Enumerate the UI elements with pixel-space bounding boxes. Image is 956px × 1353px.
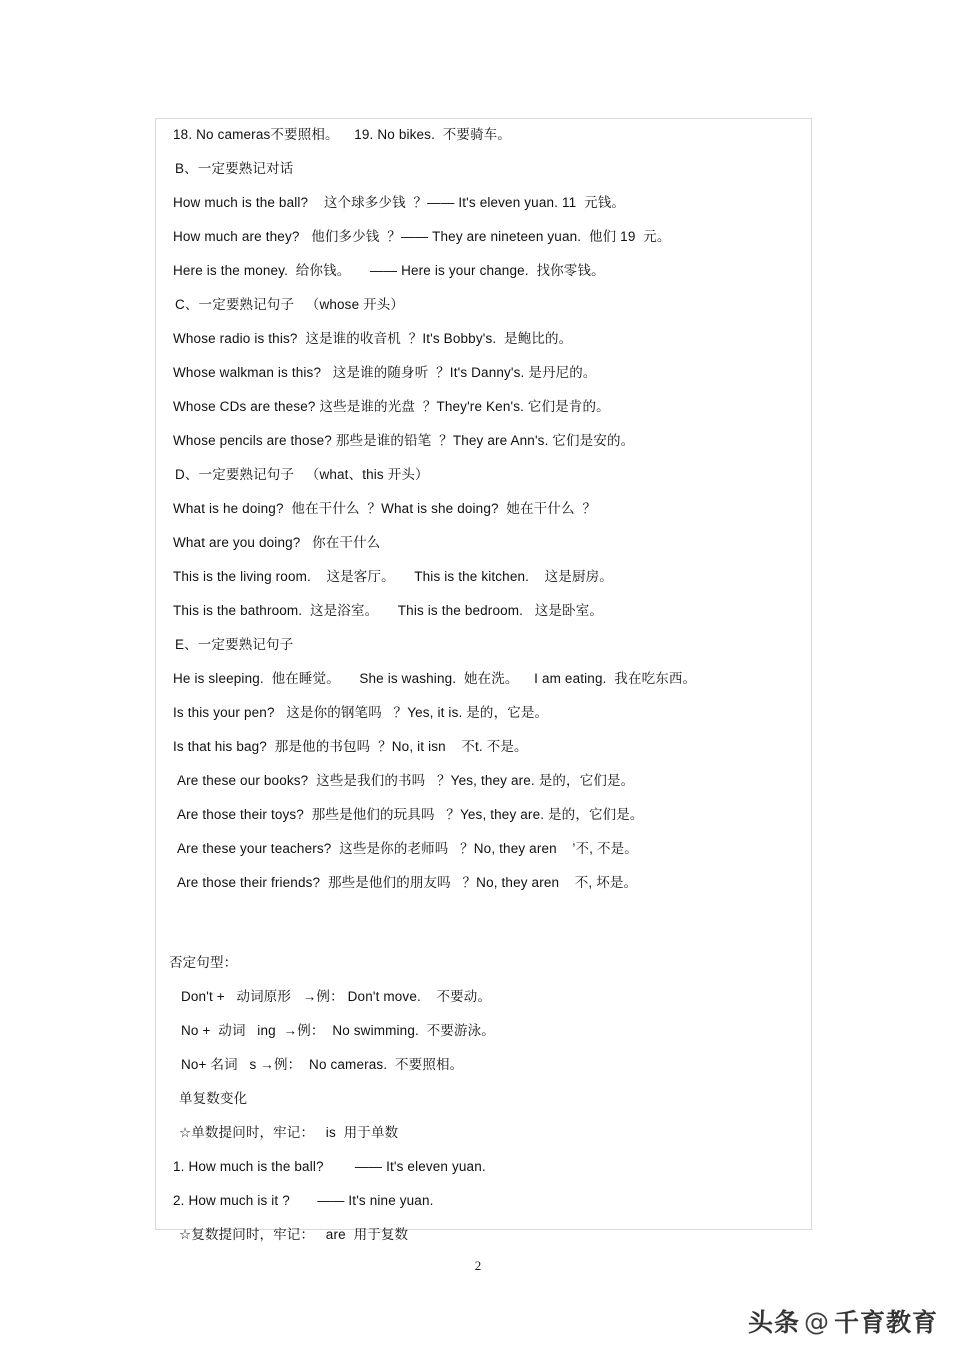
text-line: Whose pencils are those? 那些是谁的铅笔 ？They are Ann's. 它们是安的。 <box>173 433 635 448</box>
text-line: What is he doing? 他在干什么 ？What is she doing? 她在干什么 ？ <box>173 501 597 516</box>
text-line: Whose walkman is this? 这是谁的随身听 ？It's Danny's. 是丹尼的。 <box>173 365 597 380</box>
text-line: 18. No cameras不要照相。 19. No bikes. 不要骑车。 <box>173 127 512 142</box>
text-line: Are these your teachers? 这些是你的老师吗 ？No, they aren ’不, 不是。 <box>177 841 638 856</box>
text-line: How much is the ball? 这个球多少钱 ？—— It's eleven yuan. 11 元钱。 <box>173 195 626 210</box>
text-line: 1. How much is the ball? —— It's eleven yuan. <box>173 1159 486 1174</box>
page-number: 2 <box>474 1258 482 1273</box>
text-line: No + 动词 ing →例： No swimming. 不要游泳。 <box>181 1023 495 1038</box>
text-line: Here is the money. 给你钱。 —— Here is your change. 找你零钱。 <box>173 263 605 278</box>
text-line: 2. How much is it ? —— It's nine yuan. <box>173 1193 434 1208</box>
text-line: He is sleeping. 他在睡觉。 She is washing. 她在洗。 I am eating. 我在吃东西。 <box>173 671 697 686</box>
text-line: ☆复数提问时，牢记： are 用于复数 <box>179 1227 409 1242</box>
text-line: C、一定要熟记句子 （whose 开头） <box>175 297 405 312</box>
text-line: B、一定要熟记对话 <box>175 161 294 176</box>
text-line: This is the living room. 这是客厅。 This is the kitchen. 这是厨房。 <box>173 569 613 584</box>
text-line: 单复数变化 <box>179 1091 248 1106</box>
text-line: D、一定要熟记句子 （what、this 开头） <box>175 467 429 482</box>
text-line: Are these our books? 这些是我们的书吗 ？Yes, they are. 是的，它们是。 <box>177 773 635 788</box>
text-line: Are those their toys? 那些是他们的玩具吗 ？Yes, they are. 是的，它们是。 <box>177 807 644 822</box>
paragraph-spacer <box>155 900 812 946</box>
text-line: How much are they? 他们多少钱 ？—— They are nineteen yuan. 他们 19 元。 <box>173 229 671 244</box>
text-line: What are you doing? 你在干什么 <box>173 535 381 550</box>
watermark-account-name: 千育教育 <box>833 1308 938 1337</box>
text-line: Don't + 动词原形 →例： Don't move. 不要动。 <box>181 989 492 1004</box>
text-line: This is the bathroom. 这是浴室。 This is the bedroom. 这是卧室。 <box>173 603 604 618</box>
text-line: 否定句型： <box>169 955 238 970</box>
text-line: Is this your pen? 这是你的钢笔吗 ？Yes, it is. 是的，它是。 <box>173 705 549 720</box>
watermark <box>748 1303 938 1339</box>
text-line: Whose radio is this? 这是谁的收音机 ？It's Bobby's. 是鲍比的。 <box>173 331 573 346</box>
document-text-body <box>155 118 812 1252</box>
text-line: Whose CDs are these? 这些是谁的光盘 ？They're Ken's. 它们是肯的。 <box>173 399 610 414</box>
text-line: Is that his bag? 那是他的书包吗 ？No, it isn 不t. 不是。 <box>173 739 528 754</box>
text-line: Are those their friends? 那些是他们的朋友吗 ？No, they aren 不, 坏是。 <box>177 875 638 890</box>
text-line: No+ 名词 s →例： No cameras. 不要照相。 <box>181 1057 464 1072</box>
text-line: ☆单数提问时，牢记： is 用于单数 <box>179 1125 399 1140</box>
watermark-source-label: 头条 <box>747 1308 800 1337</box>
text-line: E、一定要熟记句子 <box>175 637 294 652</box>
watermark-at-icon: @ <box>803 1306 830 1336</box>
